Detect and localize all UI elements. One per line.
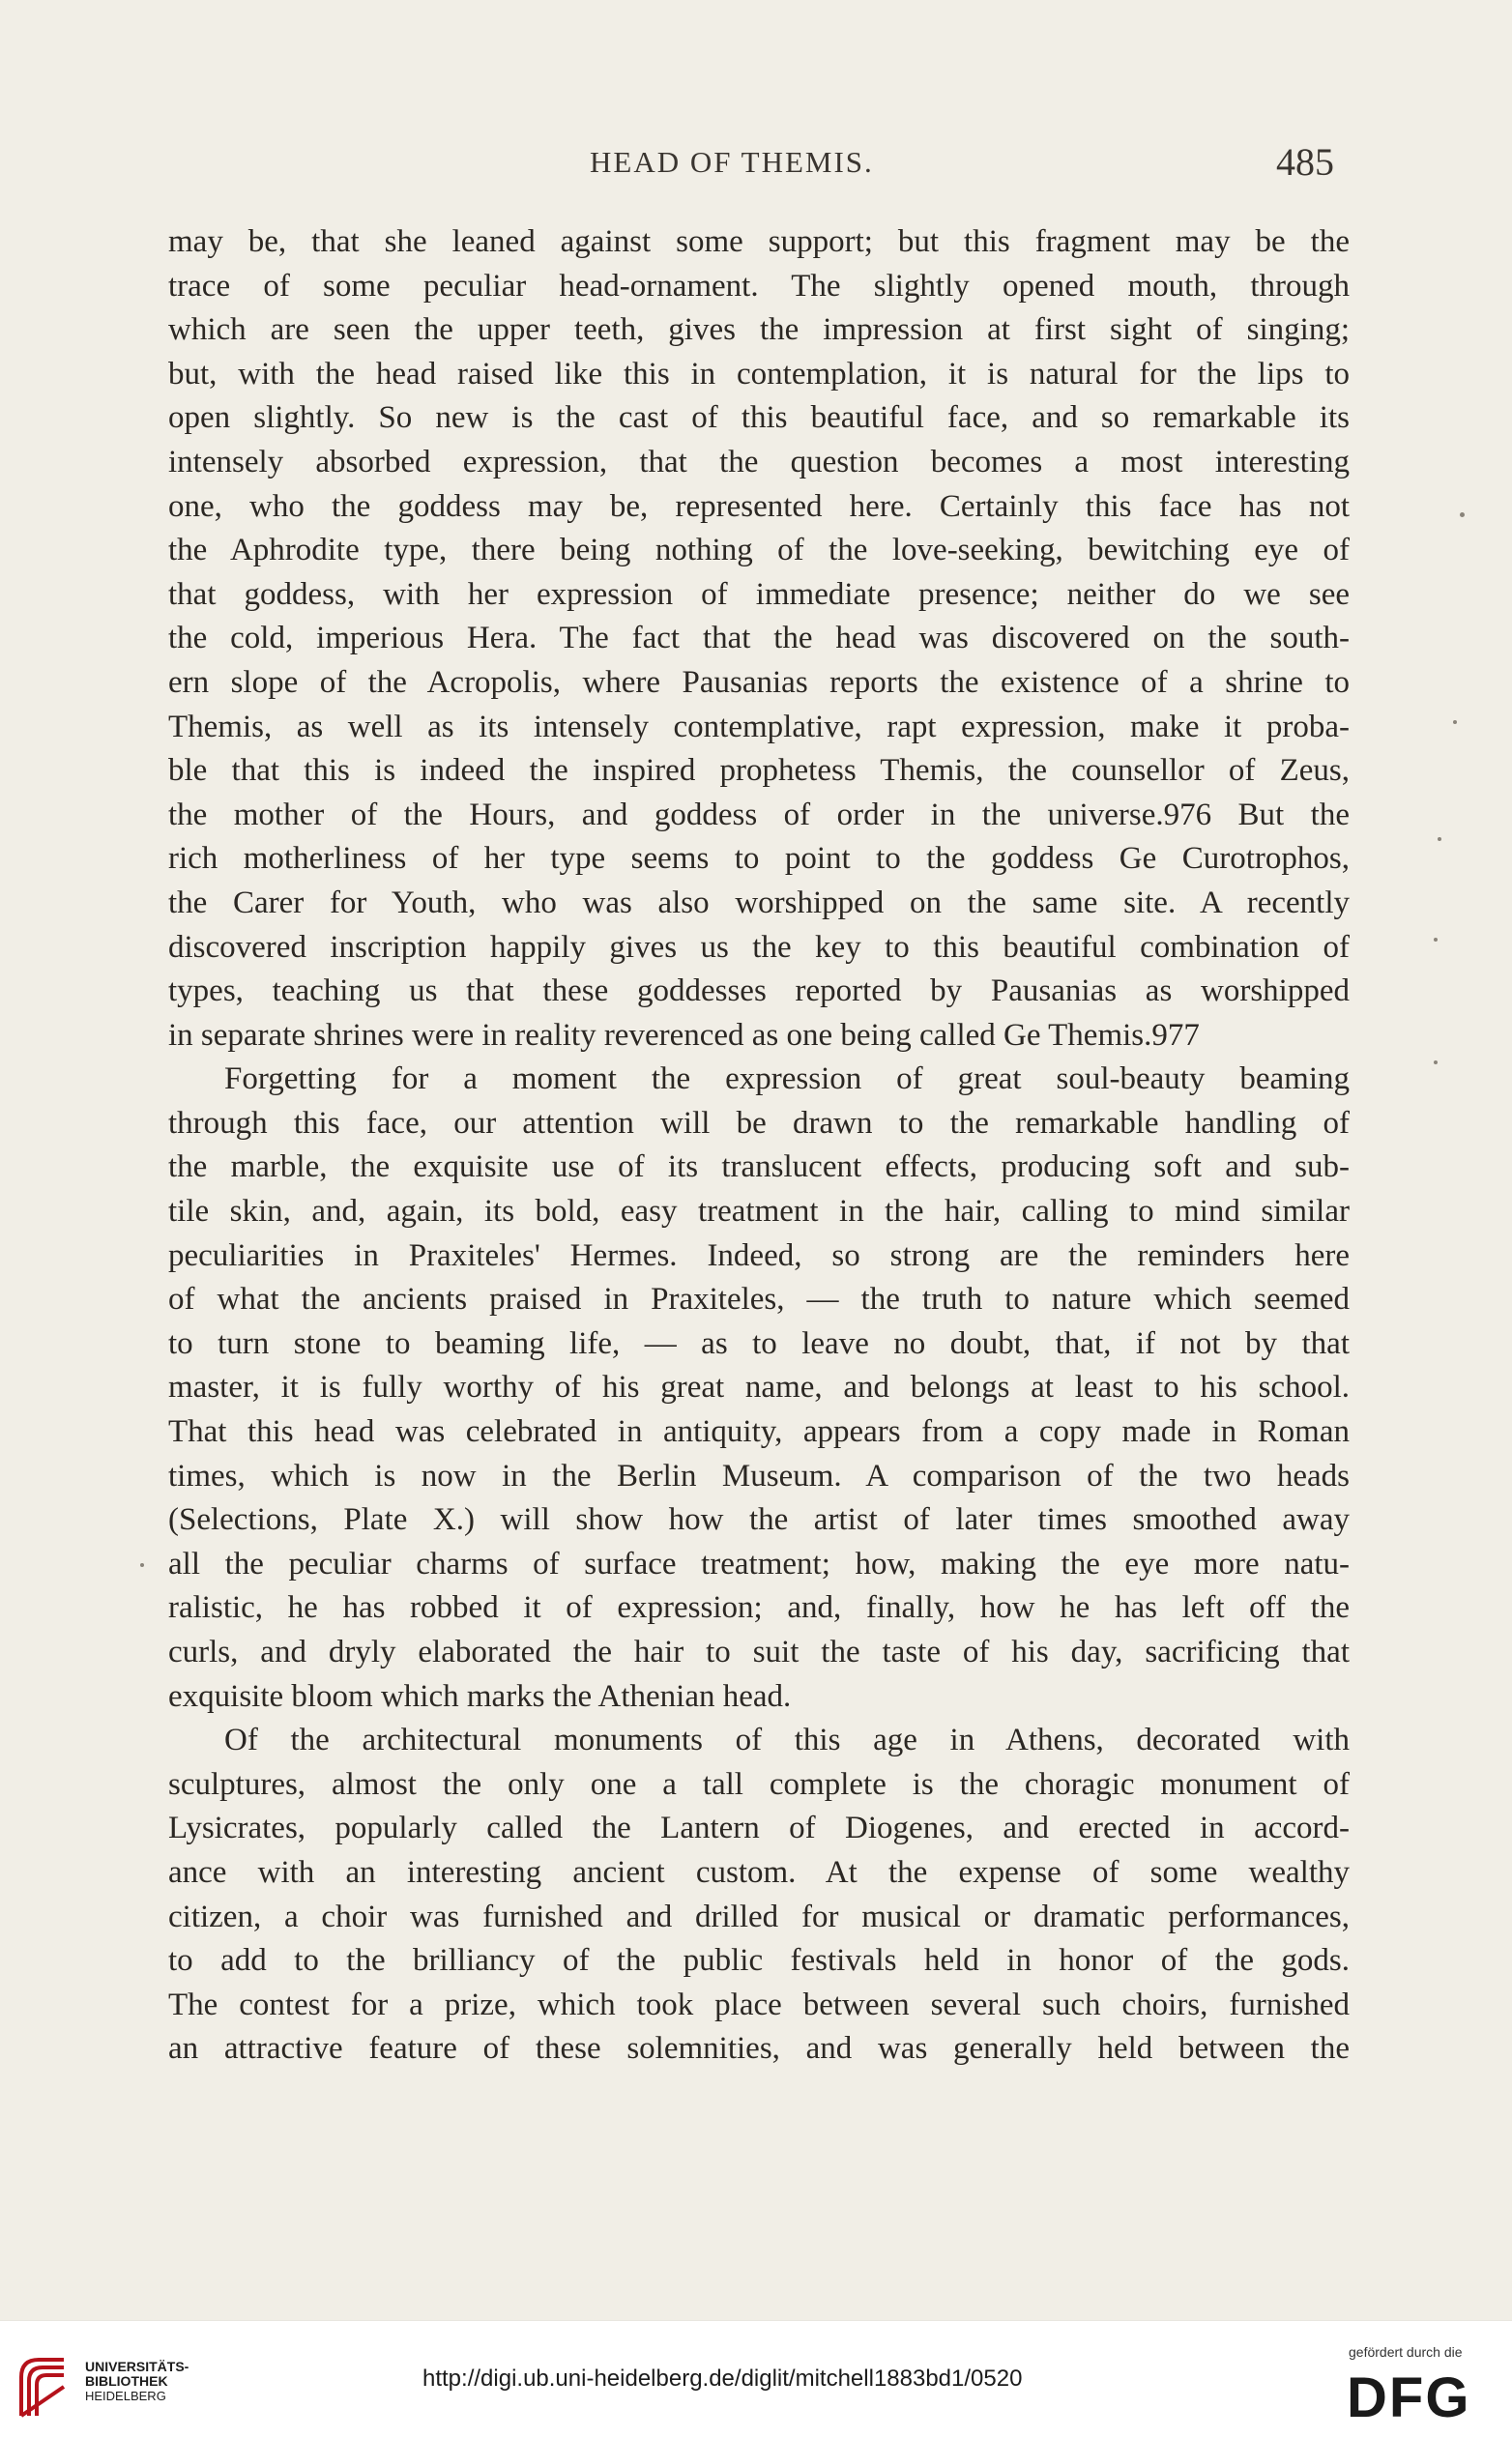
text-line: the Carer for Youth, who was also worshipped on the same site. A recently bbox=[168, 885, 1350, 920]
text-line: ern slope of the Acropolis, where Pausanias reports the existence of a shrine to bbox=[168, 664, 1350, 700]
text-line: all the peculiar charms of surface treatment; how, making the eye more natu- bbox=[168, 1546, 1350, 1582]
text-line: the mother of the Hours, and goddess of order in the universe.976 But the bbox=[168, 797, 1350, 832]
scan-speck bbox=[1434, 938, 1438, 942]
text-line: may be, that she leaned against some support; but this fragment may be the bbox=[168, 224, 1350, 259]
digitization-footer bbox=[0, 2320, 1512, 2438]
text-line: master, it is fully worthy of his great name, and belongs at least to his school. bbox=[168, 1370, 1350, 1406]
library-line-1: UNIVERSITÄTS- bbox=[85, 2359, 189, 2374]
text-line: the marble, the exquisite use of its translucent effects, producing soft and sub- bbox=[168, 1149, 1350, 1185]
funded-by-label: gefördert durch die bbox=[1349, 2344, 1463, 2360]
text-line: (Selections, Plate X.) will show how the artist of later times smoothed away bbox=[168, 1502, 1350, 1538]
text-line: Themis, as well as its intensely contemplative, rapt expression, make it proba- bbox=[168, 709, 1350, 744]
text-line: of what the ancients praised in Praxiteles, — the truth to nature which seemed bbox=[168, 1282, 1350, 1318]
text-line: citizen, a choir was furnished and drilled for musical or dramatic performances, bbox=[168, 1899, 1350, 1934]
text-line: tile skin, and, again, its bold, easy treatment in the hair, calling to mind similar bbox=[168, 1194, 1350, 1230]
text-line: rich motherliness of her type seems to point to the goddess Ge Curotrophos, bbox=[168, 841, 1350, 877]
page-number: 485 bbox=[1276, 140, 1334, 184]
text-line: trace of some peculiar head-ornament. The slightly opened mouth, through bbox=[168, 268, 1350, 304]
text-line: which are seen the upper teeth, gives the impression at first sight of singing; bbox=[168, 312, 1350, 348]
university-library-logo-icon bbox=[15, 2348, 73, 2422]
university-library-name bbox=[85, 2360, 189, 2403]
paragraph-start-line: Of the architectural monuments of this age in Athens, decorated with bbox=[224, 1723, 1350, 1758]
text-line: to turn stone to beaming life, — as to leave no doubt, that, if not by that bbox=[168, 1325, 1350, 1361]
text-line: to add to the brilliancy of the public festivals held in honor of the gods. bbox=[168, 1943, 1350, 1979]
text-line: ralistic, he has robbed it of expression; and, finally, how he has left off the bbox=[168, 1590, 1350, 1626]
source-url-link[interactable]: http://digi.ub.uni-heidelberg.de/diglit/mitchell1883bd1/0520 bbox=[422, 2365, 1023, 2392]
text-line: in separate shrines were in reality reverenced as one being called Ge Themis.977 bbox=[168, 1017, 1200, 1053]
scan-speck bbox=[1453, 720, 1457, 724]
running-head bbox=[0, 140, 1512, 193]
text-line: one, who the goddess may be, represented here. Certainly this face has not bbox=[168, 488, 1350, 524]
scan-speck bbox=[140, 1563, 144, 1567]
body-text bbox=[168, 220, 1350, 2072]
text-line: the Aphrodite type, there being nothing of the love-seeking, bewitching eye of bbox=[168, 533, 1350, 568]
scan-speck bbox=[1438, 837, 1441, 841]
text-line: types, teaching us that these goddesses reported by Pausanias as worshipped bbox=[168, 973, 1350, 1009]
text-line: ble that this is indeed the inspired prophetess Themis, the counsellor of Zeus, bbox=[168, 753, 1350, 789]
text-line: ance with an interesting ancient custom. At the expense of some wealthy bbox=[168, 1854, 1350, 1890]
text-line: times, which is now in the Berlin Museum. A comparison of the two heads bbox=[168, 1458, 1350, 1494]
text-line: open slightly. So new is the cast of this beautiful face, and so remarkable its bbox=[168, 400, 1350, 436]
scan-speck bbox=[1434, 1060, 1438, 1064]
text-line: The contest for a prize, which took place between several such choirs, furnished bbox=[168, 1987, 1350, 2022]
text-line: peculiarities in Praxiteles' Hermes. Indeed, so strong are the reminders here bbox=[168, 1237, 1350, 1273]
text-line: That this head was celebrated in antiquity, appears from a copy made in Roman bbox=[168, 1414, 1350, 1450]
running-title: HEAD OF THEMIS. bbox=[590, 145, 874, 179]
text-line: the cold, imperious Hera. The fact that the head was discovered on the south- bbox=[168, 621, 1350, 656]
text-line: curls, and dryly elaborated the hair to suit the taste of his day, sacrificing that bbox=[168, 1635, 1350, 1669]
text-line: through this face, our attention will be drawn to the remarkable handling of bbox=[168, 1105, 1350, 1141]
text-line: an attractive feature of these solemnities, and was generally held between the bbox=[168, 2031, 1350, 2067]
text-line: but, with the head raised like this in contemplation, it is natural for the lips to bbox=[168, 356, 1350, 392]
library-line-3: HEIDELBERG bbox=[85, 2389, 166, 2403]
text-line: that goddess, with her expression of immediate presence; neither do we see bbox=[168, 576, 1350, 612]
text-line: Lysicrates, popularly called the Lantern of Diogenes, and erected in accord- bbox=[168, 1811, 1350, 1846]
text-line: intensely absorbed expression, that the question becomes a most interesting bbox=[168, 444, 1350, 479]
text-line: sculptures, almost the only one a tall complete is the choragic monument of bbox=[168, 1766, 1350, 1802]
library-line-2: BIBLIOTHEK bbox=[85, 2373, 168, 2389]
paragraph-start-line: Forgetting for a moment the expression of great soul-beauty beaming bbox=[224, 1061, 1350, 1097]
text-line: discovered inscription happily gives us the key to this beautiful combination of bbox=[168, 929, 1350, 965]
dfg-logo: DFG bbox=[1347, 2366, 1471, 2429]
text-line: exquisite bloom which marks the Athenian head. bbox=[168, 1678, 792, 1714]
scan-speck bbox=[1460, 512, 1465, 517]
